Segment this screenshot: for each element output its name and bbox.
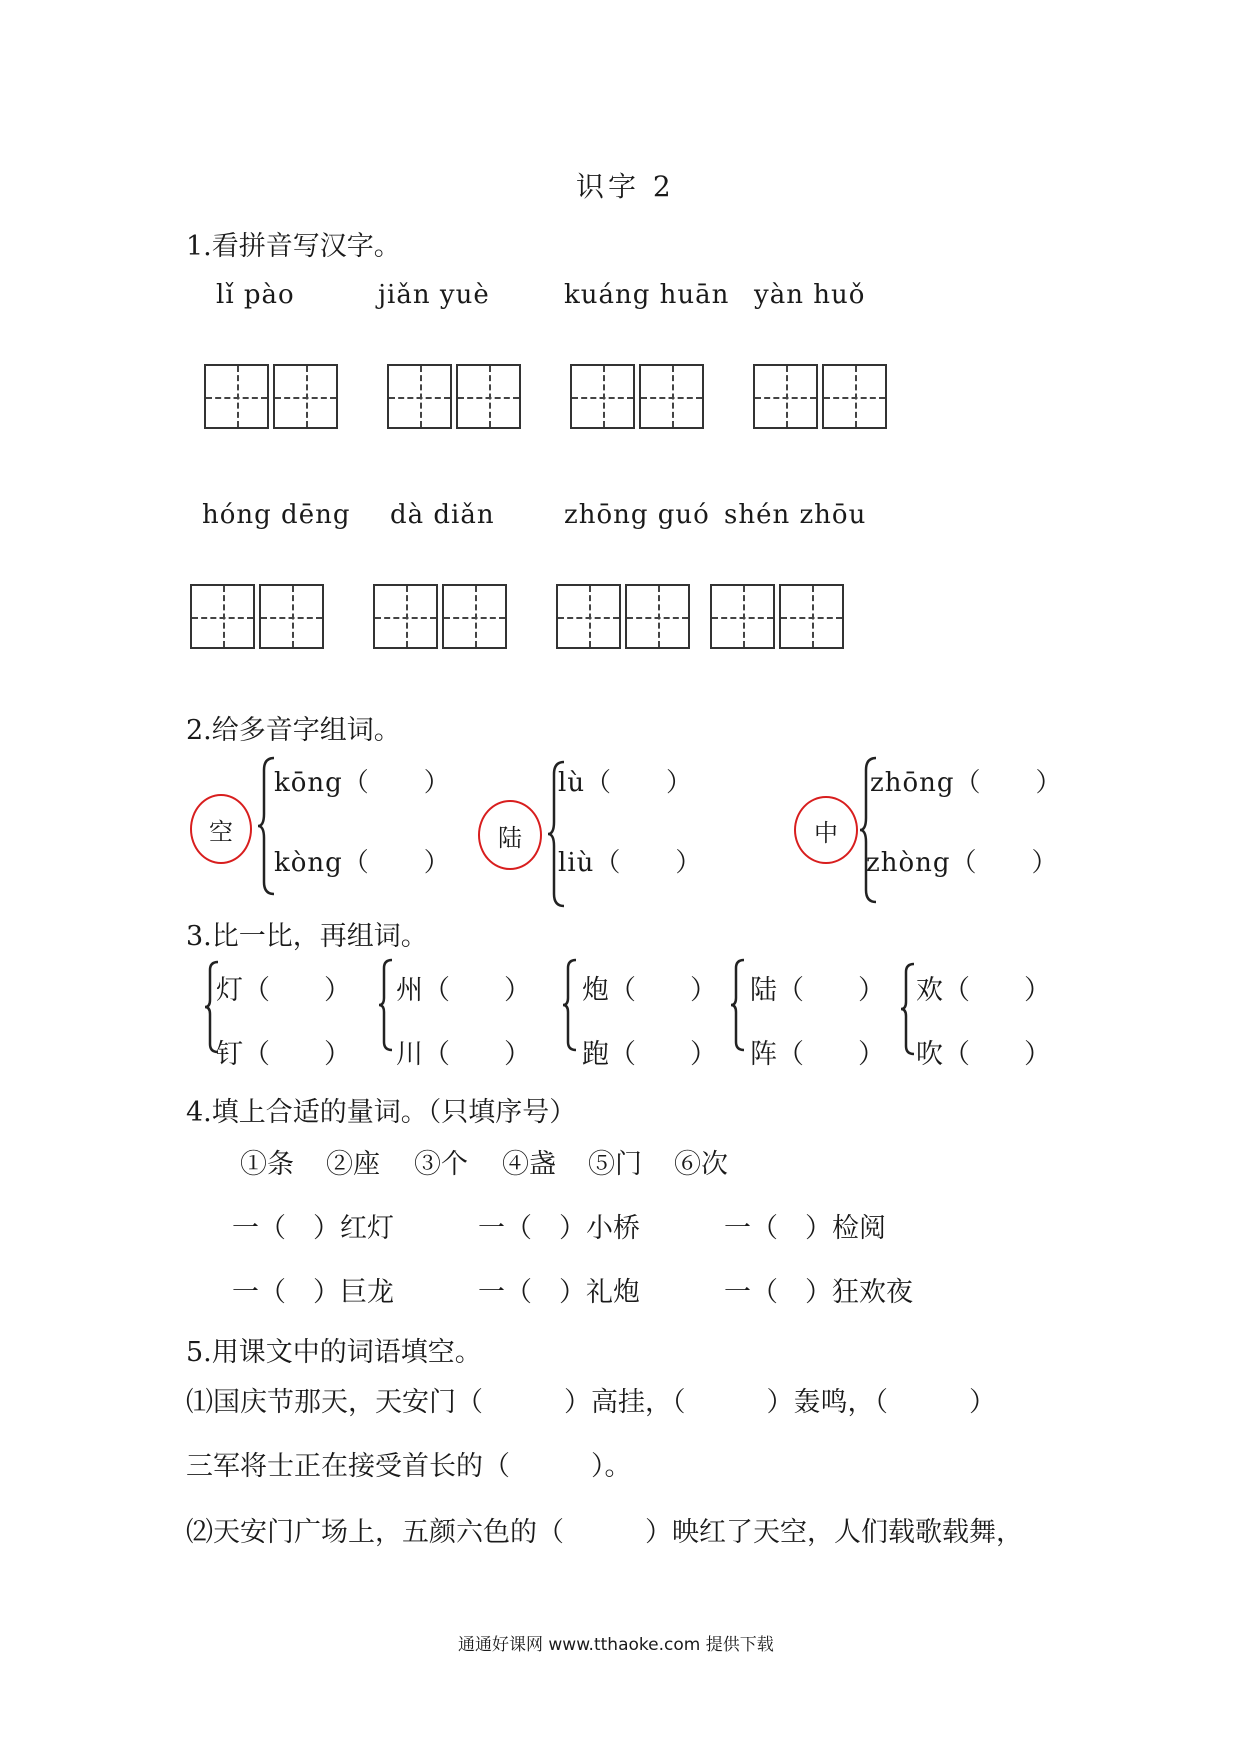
compare-word-b[interactable]: 川（ ） [396, 1039, 531, 1070]
fill-in-line[interactable]: ⑴国庆节那天，天安门（ ）高挂，（ ）轰鸣，（ ） [186, 1387, 996, 1418]
writing-cell[interactable] [204, 364, 269, 429]
writing-cell[interactable] [710, 584, 775, 649]
fill-in-line[interactable]: ⑵天安门广场上，五颜六色的（ ）映红了天空，人们载歌载舞， [186, 1517, 1023, 1548]
compare-word-a[interactable]: 欢（ ） [916, 975, 1051, 1006]
writing-cell[interactable] [639, 364, 704, 429]
polyphone-reading-b[interactable]: liù（ ） [558, 848, 703, 878]
question-3-heading: 3.比一比，再组词。 [186, 921, 428, 952]
polyphone-char: 陆 [498, 823, 522, 852]
compare-word-a[interactable]: 州（ ） [396, 975, 531, 1006]
measure-blank[interactable]: 一（ ）狂欢夜 [724, 1277, 913, 1308]
polyphone-reading-a[interactable]: lù（ ） [558, 768, 694, 798]
measure-word-option: ③个 [414, 1149, 468, 1180]
compare-word-a[interactable]: 陆（ ） [750, 975, 885, 1006]
writing-cell[interactable] [556, 584, 621, 649]
polyphone-reading-b[interactable]: zhòng（ ） [866, 848, 1059, 878]
pinyin-jian-yue: jiǎn yuè [378, 280, 490, 310]
measure-word-option: ④盏 [502, 1149, 556, 1180]
polyphone-circle [190, 794, 252, 864]
writing-cell[interactable] [753, 364, 818, 429]
pinyin-zhong-guo: zhōng guó [564, 500, 710, 530]
brace-icon [378, 958, 396, 1052]
writing-cell[interactable] [822, 364, 887, 429]
measure-word-option: ⑥次 [674, 1149, 728, 1180]
brace-icon [730, 958, 748, 1052]
page-title: 识字 2 [576, 170, 675, 203]
compare-word-a[interactable]: 灯（ ） [216, 975, 351, 1006]
measure-blank[interactable]: 一（ ）礼炮 [478, 1277, 640, 1308]
measure-blank[interactable]: 一（ ）巨龙 [232, 1277, 394, 1308]
compare-word-b[interactable]: 吹（ ） [916, 1039, 1051, 1070]
pinyin-shen-zhou: shén zhōu [724, 500, 867, 530]
pinyin-yan-huo: yàn huǒ [754, 280, 866, 310]
measure-word-option: ⑤门 [588, 1149, 642, 1180]
brace-icon [562, 958, 580, 1052]
question-1-heading: 1.看拼音写汉字。 [186, 231, 401, 262]
pinyin-kuang-huan: kuáng huān [564, 280, 730, 310]
measure-word-option: ②座 [326, 1149, 380, 1180]
polyphone-char: 空 [209, 817, 233, 846]
measure-blank[interactable]: 一（ ）小桥 [478, 1213, 640, 1244]
pinyin-hong-deng: hóng dēng [202, 500, 351, 530]
writing-cell[interactable] [456, 364, 521, 429]
measure-word-option: ①条 [240, 1149, 294, 1180]
writing-cell[interactable] [273, 364, 338, 429]
fill-in-line[interactable]: 三军将士正在接受首长的（ ）。 [186, 1451, 632, 1482]
polyphone-circle [478, 800, 542, 870]
question-2-heading: 2.给多音字组词。 [186, 715, 401, 746]
writing-cell[interactable] [625, 584, 690, 649]
pinyin-li-pao: lǐ pào [216, 280, 295, 310]
compare-word-b[interactable]: 跑（ ） [582, 1039, 717, 1070]
footer-credit: 通通好课网 www.tthaoke.com 提供下载 [458, 1635, 774, 1655]
polyphone-reading-a[interactable]: zhōng（ ） [870, 768, 1063, 798]
writing-cell[interactable] [373, 584, 438, 649]
polyphone-reading-a[interactable]: kōng（ ） [274, 768, 451, 798]
compare-word-a[interactable]: 炮（ ） [582, 975, 717, 1006]
polyphone-char: 中 [814, 818, 838, 847]
writing-cell[interactable] [779, 584, 844, 649]
question-5-heading: 5.用课文中的词语填空。 [186, 1337, 482, 1368]
writing-cell[interactable] [190, 584, 255, 649]
writing-cell[interactable] [387, 364, 452, 429]
compare-word-b[interactable]: 阵（ ） [750, 1039, 885, 1070]
pinyin-da-dian: dà diǎn [390, 500, 495, 530]
measure-blank[interactable]: 一（ ）红灯 [232, 1213, 394, 1244]
polyphone-circle [794, 796, 858, 864]
writing-cell[interactable] [570, 364, 635, 429]
measure-blank[interactable]: 一（ ）检阅 [724, 1213, 886, 1244]
compare-word-b[interactable]: 钉（ ） [216, 1039, 351, 1070]
question-4-heading: 4.填上合适的量词。（只填序号） [186, 1097, 577, 1128]
writing-cell[interactable] [259, 584, 324, 649]
writing-cell[interactable] [442, 584, 507, 649]
polyphone-reading-b[interactable]: kòng（ ） [274, 848, 451, 878]
